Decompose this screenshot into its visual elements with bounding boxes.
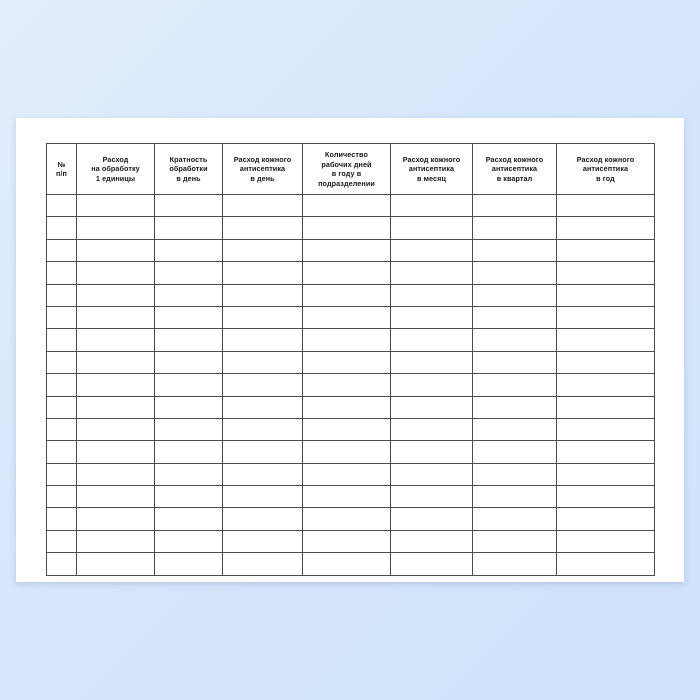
table-cell[interactable] [47,262,77,284]
table-cell[interactable] [303,329,391,351]
table-cell[interactable] [391,418,473,440]
table-cell[interactable] [557,217,655,239]
table-cell[interactable] [47,239,77,261]
table-cell[interactable] [155,553,223,575]
table-cell[interactable] [155,463,223,485]
table-row [47,217,655,239]
table-cell[interactable] [47,396,77,418]
table-cell[interactable] [77,306,155,328]
header-line: в день [176,173,201,183]
header-line: Расход кожного [402,154,461,164]
table-cell[interactable] [47,530,77,552]
table-cell[interactable] [391,553,473,575]
table-cell[interactable] [473,396,557,418]
table-row [47,486,655,508]
table-cell[interactable] [155,217,223,239]
table-header [47,144,655,195]
table-cell[interactable] [223,262,303,284]
table-cell[interactable] [47,418,77,440]
table-cell[interactable] [391,217,473,239]
table-cell[interactable] [557,553,655,575]
table-cell[interactable] [303,306,391,328]
table-cell[interactable] [155,239,223,261]
header-line: Количество [325,150,368,159]
table-cell[interactable] [473,374,557,396]
table-cell[interactable] [223,463,303,485]
table-cell[interactable] [77,530,155,552]
table-cell[interactable] [303,284,391,306]
table-body [47,195,655,576]
table-cell[interactable] [557,306,655,328]
table-cell[interactable] [473,284,557,306]
table-cell[interactable] [77,508,155,530]
table-cell[interactable] [473,239,557,261]
table-cell[interactable] [557,418,655,440]
table-cell[interactable] [473,306,557,328]
table-cell[interactable] [303,486,391,508]
table-row [47,351,655,373]
header-line: № [57,159,66,169]
table-cell[interactable] [223,195,303,217]
table-cell[interactable] [223,530,303,552]
table-cell[interactable] [223,217,303,239]
table-cell[interactable] [303,508,391,530]
table-cell[interactable] [303,441,391,463]
table-cell[interactable] [155,306,223,328]
table-cell[interactable] [47,486,77,508]
table-cell[interactable] [223,374,303,396]
antiseptic-consumption-table [46,143,655,576]
table-cell[interactable] [303,217,391,239]
table-cell[interactable] [473,441,557,463]
table-cell[interactable] [77,396,155,418]
header-line: Расход кожного [576,154,635,164]
header-line: антисептика [408,164,455,174]
table-cell[interactable] [303,553,391,575]
table-cell[interactable] [77,284,155,306]
table-cell[interactable] [557,486,655,508]
table-cell[interactable] [47,329,77,351]
table-cell[interactable] [391,239,473,261]
table-cell[interactable] [303,530,391,552]
column-header-consumption-per-day [223,144,303,195]
table-row [47,374,655,396]
table-cell[interactable] [47,441,77,463]
table-cell[interactable] [223,553,303,575]
table-cell[interactable] [77,262,155,284]
header-line: антисептика [582,164,629,174]
table-row [47,284,655,306]
table-cell[interactable] [557,374,655,396]
table-cell[interactable] [77,329,155,351]
column-header-consumption-per-month [391,144,473,195]
table-cell[interactable] [473,508,557,530]
table-row [47,463,655,485]
table-cell[interactable] [155,508,223,530]
table-cell[interactable] [223,329,303,351]
table-cell[interactable] [47,306,77,328]
header-line: п/п [56,169,67,178]
header-line: в день [250,173,275,183]
table-row [47,530,655,552]
table-cell[interactable] [473,351,557,373]
header-line: в месяц [417,173,446,183]
table-cell[interactable] [77,374,155,396]
table-row [47,195,655,217]
table-cell[interactable] [223,351,303,373]
table-cell[interactable] [391,396,473,418]
table-cell[interactable] [473,530,557,552]
header-line: обработки [169,164,208,174]
table-cell[interactable] [155,441,223,463]
table-cell[interactable] [47,195,77,217]
header-row [47,144,655,195]
table-cell[interactable] [155,329,223,351]
table-cell[interactable] [303,195,391,217]
table-cell[interactable] [473,486,557,508]
table-cell[interactable] [391,195,473,217]
table-cell[interactable] [223,239,303,261]
table-row [47,262,655,284]
header-line: Расход [102,154,129,164]
table-cell[interactable] [303,396,391,418]
table-cell[interactable] [47,374,77,396]
table-cell[interactable] [223,441,303,463]
table-row [47,239,655,261]
table-cell[interactable] [223,396,303,418]
table-cell[interactable] [77,239,155,261]
table-cell[interactable] [155,530,223,552]
table-cell[interactable] [473,329,557,351]
table-cell[interactable] [155,262,223,284]
table-cell[interactable] [303,374,391,396]
header-line: 1 единицы [95,173,136,183]
table-cell[interactable] [557,195,655,217]
table-cell[interactable] [155,486,223,508]
header-line: антисептика [239,164,286,174]
table-cell[interactable] [557,284,655,306]
table-cell[interactable] [391,306,473,328]
table-cell[interactable] [303,239,391,261]
table-cell[interactable] [557,329,655,351]
table-cell[interactable] [47,463,77,485]
table-cell[interactable] [155,418,223,440]
table-cell[interactable] [77,418,155,440]
header-line: антисептика [491,164,538,174]
table-cell[interactable] [223,418,303,440]
table-cell[interactable] [473,463,557,485]
table-cell[interactable] [391,374,473,396]
table-cell[interactable] [473,217,557,239]
table-cell[interactable] [47,508,77,530]
table-cell[interactable] [557,508,655,530]
table-cell[interactable] [47,284,77,306]
table-cell[interactable] [473,553,557,575]
header-line: в квартал [496,173,533,183]
table-row [47,441,655,463]
header-line: в год [596,173,615,183]
table-cell[interactable] [473,195,557,217]
table-cell[interactable] [391,329,473,351]
table-cell[interactable] [391,441,473,463]
table-cell[interactable] [473,262,557,284]
table-row [47,508,655,530]
table-container [46,143,654,576]
column-header-working-days [303,144,391,195]
column-header-consumption-per-year [557,144,655,195]
table-cell[interactable] [557,441,655,463]
header-line: на обработку [91,164,140,174]
column-header-daily-frequency [155,144,223,195]
table-cell[interactable] [77,195,155,217]
table-cell[interactable] [47,351,77,373]
table-row [47,329,655,351]
header-line: в году в [331,169,362,178]
table-cell[interactable] [77,463,155,485]
table-cell[interactable] [155,284,223,306]
table-cell[interactable] [473,418,557,440]
table-cell[interactable] [223,508,303,530]
table-cell[interactable] [155,374,223,396]
table-row [47,418,655,440]
table-cell[interactable] [391,351,473,373]
table-cell[interactable] [557,463,655,485]
table-cell[interactable] [155,195,223,217]
table-cell[interactable] [303,463,391,485]
table-row [47,396,655,418]
column-header-number [47,144,77,195]
header-line: Расход кожного [233,154,292,164]
table-cell[interactable] [223,284,303,306]
header-line: Кратность [169,154,208,164]
table-cell[interactable] [391,508,473,530]
table-cell[interactable] [223,486,303,508]
table-cell[interactable] [391,262,473,284]
table-cell[interactable] [77,351,155,373]
table-cell[interactable] [391,463,473,485]
table-cell[interactable] [303,418,391,440]
table-cell[interactable] [557,530,655,552]
table-row [47,306,655,328]
table-cell[interactable] [77,553,155,575]
table-cell[interactable] [557,351,655,373]
table-cell[interactable] [391,486,473,508]
table-cell[interactable] [557,396,655,418]
paper-sheet [16,118,684,582]
column-header-consumption-per-quarter [473,144,557,195]
table-cell[interactable] [303,351,391,373]
header-line: Расход кожного [485,154,544,164]
header-line: рабочих дней [321,159,372,169]
header-line: подразделении [318,178,375,188]
table-cell[interactable] [557,262,655,284]
table-row [47,553,655,575]
table-cell[interactable] [303,262,391,284]
table-cell[interactable] [77,441,155,463]
table-cell[interactable] [77,486,155,508]
table-cell[interactable] [155,351,223,373]
table-cell[interactable] [47,217,77,239]
table-cell[interactable] [47,553,77,575]
table-cell[interactable] [155,396,223,418]
column-header-per-unit-consumption [77,144,155,195]
table-cell[interactable] [223,306,303,328]
table-cell[interactable] [77,217,155,239]
table-cell[interactable] [391,530,473,552]
table-cell[interactable] [557,239,655,261]
table-cell[interactable] [391,284,473,306]
